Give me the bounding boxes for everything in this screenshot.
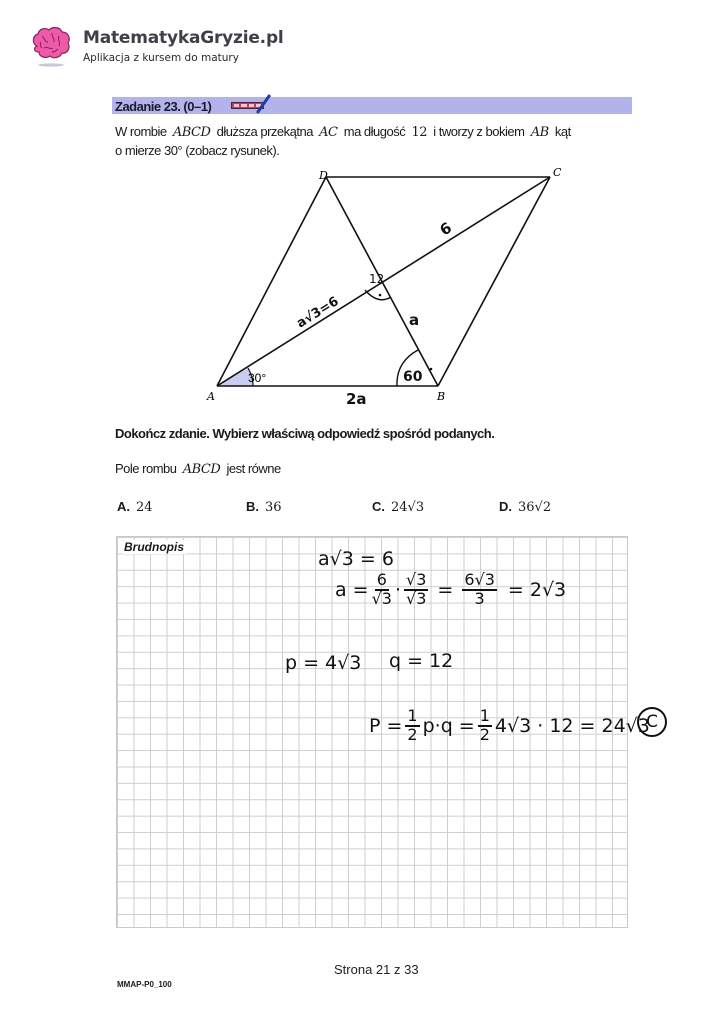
hand-line-3-q: q = 12 xyxy=(389,650,454,672)
answer-value: 24 xyxy=(136,500,153,515)
denominator: 3 xyxy=(474,588,485,608)
math-abcd: ABCD xyxy=(172,125,211,140)
fraction xyxy=(405,708,419,744)
hand-side-ab: 2a xyxy=(346,390,367,408)
denominator: √3 xyxy=(371,588,392,608)
logo xyxy=(28,24,74,68)
rhombus-diagram xyxy=(195,160,575,410)
answer-c[interactable] xyxy=(372,499,424,515)
page-number: Strona 21 z 33 xyxy=(334,962,419,977)
denominator: √3 xyxy=(406,588,427,608)
answer-letter: D. xyxy=(499,499,512,514)
answer-letter: B. xyxy=(246,499,259,514)
angle-30-label: 30° xyxy=(248,371,267,385)
answer-b[interactable] xyxy=(246,499,282,515)
hand-intersection: 12 xyxy=(369,272,385,286)
math-ab: AB xyxy=(530,125,549,140)
hand-upper-diag: 6 xyxy=(436,218,455,240)
text: P = xyxy=(369,714,403,737)
text: Pole rombu xyxy=(115,461,177,476)
hand-line-4 xyxy=(369,708,650,744)
vertex-c: C xyxy=(553,166,562,179)
math-ac: AC xyxy=(319,125,338,140)
text: = xyxy=(437,578,454,601)
math-abcd: ABCD xyxy=(182,462,221,477)
task-title: Zadanie 23. (0–1) xyxy=(115,99,212,114)
text: 4√3 · 12 = 24√3 xyxy=(494,714,650,737)
question-line-2: o mierze 30° (zobacz rysunek). xyxy=(115,143,280,158)
answer-letter: C. xyxy=(372,499,385,514)
answer-d[interactable] xyxy=(499,499,551,515)
text: = 2√3 xyxy=(507,578,567,601)
answer-value: 36 xyxy=(265,500,282,515)
brain-icon xyxy=(28,24,74,68)
fraction xyxy=(404,572,428,608)
hand-angle-b: 60 xyxy=(403,369,423,385)
hand-line-2 xyxy=(335,572,566,608)
text: W rombie xyxy=(115,124,167,139)
text: dłuższa przekątna xyxy=(216,124,313,139)
brand-name: MatematykaGryzie.pl xyxy=(83,28,284,48)
prompt xyxy=(115,461,281,477)
text: · xyxy=(394,578,402,601)
vertex-a: A xyxy=(207,390,215,403)
text: i tworzy z bokiem xyxy=(433,124,525,139)
numerator: 6√3 xyxy=(464,570,495,589)
brand-tagline: Aplikacja z kursem do matury xyxy=(83,52,239,64)
math-12: 12 xyxy=(411,125,428,140)
hand-lower-diag: a√3=6 xyxy=(294,294,342,332)
answer-a[interactable] xyxy=(117,499,153,515)
fraction xyxy=(462,572,497,608)
fraction xyxy=(478,708,492,744)
vertex-b: B xyxy=(437,390,446,403)
instruction: Dokończ zdanie. Wybierz właściwą odpowiedź spośród podanych. xyxy=(115,426,495,441)
scratchpad-label: Brudnopis xyxy=(124,540,184,554)
text: p·q = xyxy=(422,714,475,737)
denominator: 2 xyxy=(479,724,490,744)
text: a = xyxy=(335,578,369,601)
hand-line-1: a√3 = 6 xyxy=(318,548,394,570)
numerator: 1 xyxy=(479,706,490,725)
numerator: √3 xyxy=(406,570,427,589)
answer-letter: A. xyxy=(117,499,130,514)
text: jest równe xyxy=(226,461,281,476)
numerator: 6 xyxy=(376,570,387,589)
selected-answer-circle: C xyxy=(637,707,667,737)
text: ma długość xyxy=(343,124,406,139)
answer-value: 24√3 xyxy=(391,500,425,515)
answer-value: 36√2 xyxy=(518,500,552,515)
hand-line-3-p: p = 4√3 xyxy=(285,652,362,674)
fraction xyxy=(372,572,392,608)
vertex-d: D xyxy=(319,169,328,182)
exam-code: MMAP-P0_100 xyxy=(117,980,172,989)
numerator: 1 xyxy=(407,706,418,725)
denominator: 2 xyxy=(407,724,418,744)
question-line-1 xyxy=(115,124,571,140)
hand-half-diag: a xyxy=(409,311,420,329)
text: kąt xyxy=(554,124,571,139)
